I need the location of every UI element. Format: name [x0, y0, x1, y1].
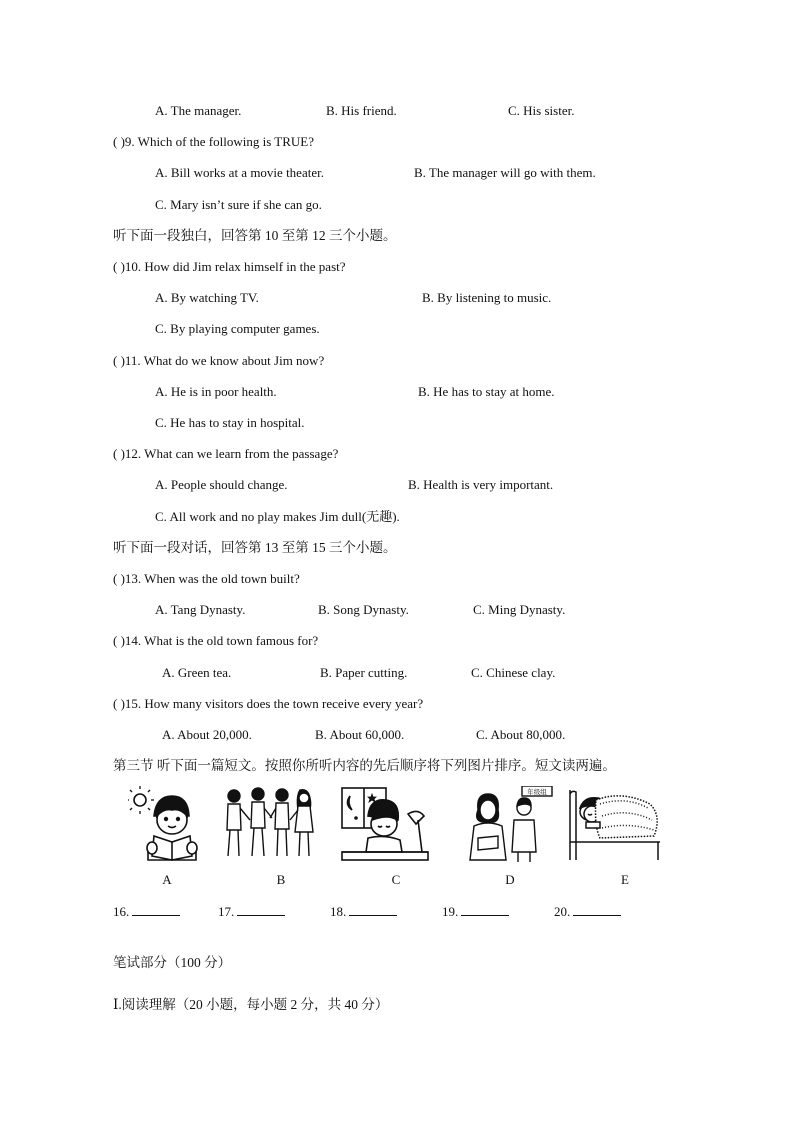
q13-option-b: B. Song Dynasty. [318, 602, 409, 617]
q12-option-c: C. All work and no play makes Jim dull(无趣). [155, 509, 400, 524]
blank-number: 17. [218, 904, 235, 919]
picture-d-teacher-and-student [460, 786, 564, 862]
q13-option-c: C. Ming Dynasty. [473, 602, 566, 617]
q14-option-b: B. Paper cutting. [320, 665, 408, 680]
q10-stem: ( )10. How did Jim relax himself in the past? [113, 259, 346, 274]
q10-option-c: C. By playing computer games. [155, 321, 320, 336]
blank-number: 16. [113, 904, 130, 919]
answer-blank-17[interactable] [218, 903, 285, 920]
q15-option-b: B. About 60,000. [315, 727, 405, 742]
blank-number: 19. [442, 904, 459, 919]
q9-stem: ( )9. Which of the following is TRUE? [113, 134, 314, 149]
written-part-heading: 笔试部分（100 分） [113, 955, 232, 970]
answer-blank-18[interactable] [330, 903, 397, 920]
answer-blank-19[interactable] [442, 903, 509, 920]
picture-a-boy-reading [128, 786, 208, 862]
section3-heading: 第三节 听下面一篇短文。按照你所听内容的先后顺序将下列图片排序。短文读两遍。 [113, 758, 616, 773]
blank-line[interactable] [461, 903, 509, 916]
section-monologue-instruction: 听下面一段独白，回答第 10 至第 12 三个小题。 [113, 228, 397, 243]
section-dialogue-instruction: 听下面一段对话，回答第 13 至第 15 三个小题。 [113, 540, 397, 555]
q15-option-c: C. About 80,000. [476, 727, 566, 742]
q15-option-a: A. About 20,000. [162, 727, 252, 742]
blank-line[interactable] [237, 903, 285, 916]
q13-option-a: A. Tang Dynasty. [155, 602, 246, 617]
q8-option-a: A. The manager. [155, 103, 242, 118]
q9-option-a: A. Bill works at a movie theater. [155, 165, 324, 180]
q14-stem: ( )14. What is the old town famous for? [113, 633, 319, 648]
blank-number: 18. [330, 904, 347, 919]
answer-blank-20[interactable] [554, 903, 621, 920]
picture-c-studying-at-night [338, 786, 430, 862]
answer-blank-16[interactable] [113, 903, 180, 920]
q14-option-c: C. Chinese clay. [471, 665, 556, 680]
q11-option-c: C. He has to stay in hospital. [155, 415, 305, 430]
q12-stem: ( )12. What can we learn from the passage? [113, 446, 339, 461]
picture-e-sick-in-bed [566, 786, 662, 862]
q10-option-b: B. By listening to music. [422, 290, 552, 305]
q10-option-a: A. By watching TV. [155, 290, 259, 305]
picture-label-d: D [505, 872, 515, 887]
blank-line[interactable] [132, 903, 180, 916]
picture-b-students-greeting [220, 786, 320, 862]
blank-number: 20. [554, 904, 571, 919]
sign-text: 年级组 [527, 788, 547, 796]
q8-option-b: B. His friend. [326, 103, 397, 118]
picture-label-a: A [162, 872, 172, 887]
picture-label-b: B [276, 872, 286, 887]
q12-option-b: B. Health is very important. [408, 477, 554, 492]
q9-option-b: B. The manager will go with them. [414, 165, 596, 180]
q8-option-c: C. His sister. [508, 103, 575, 118]
q12-option-a: A. People should change. [155, 477, 288, 492]
q14-option-a: A. Green tea. [162, 665, 232, 680]
blank-line[interactable] [573, 903, 621, 916]
q15-stem: ( )15. How many visitors does the town receive every year? [113, 696, 424, 711]
q11-stem: ( )11. What do we know about Jim now? [113, 353, 325, 368]
q9-option-c: C. Mary isn’t sure if she can go. [155, 197, 322, 212]
q11-option-a: A. He is in poor health. [155, 384, 277, 399]
picture-label-c: C [391, 872, 401, 887]
picture-label-e: E [621, 872, 629, 887]
blank-line[interactable] [349, 903, 397, 916]
reading-comprehension-heading: Ⅰ.阅读理解（20 小题，每小题 2 分，共 40 分） [113, 997, 389, 1012]
q11-option-b: B. He has to stay at home. [418, 384, 555, 399]
q13-stem: ( )13. When was the old town built? [113, 571, 300, 586]
